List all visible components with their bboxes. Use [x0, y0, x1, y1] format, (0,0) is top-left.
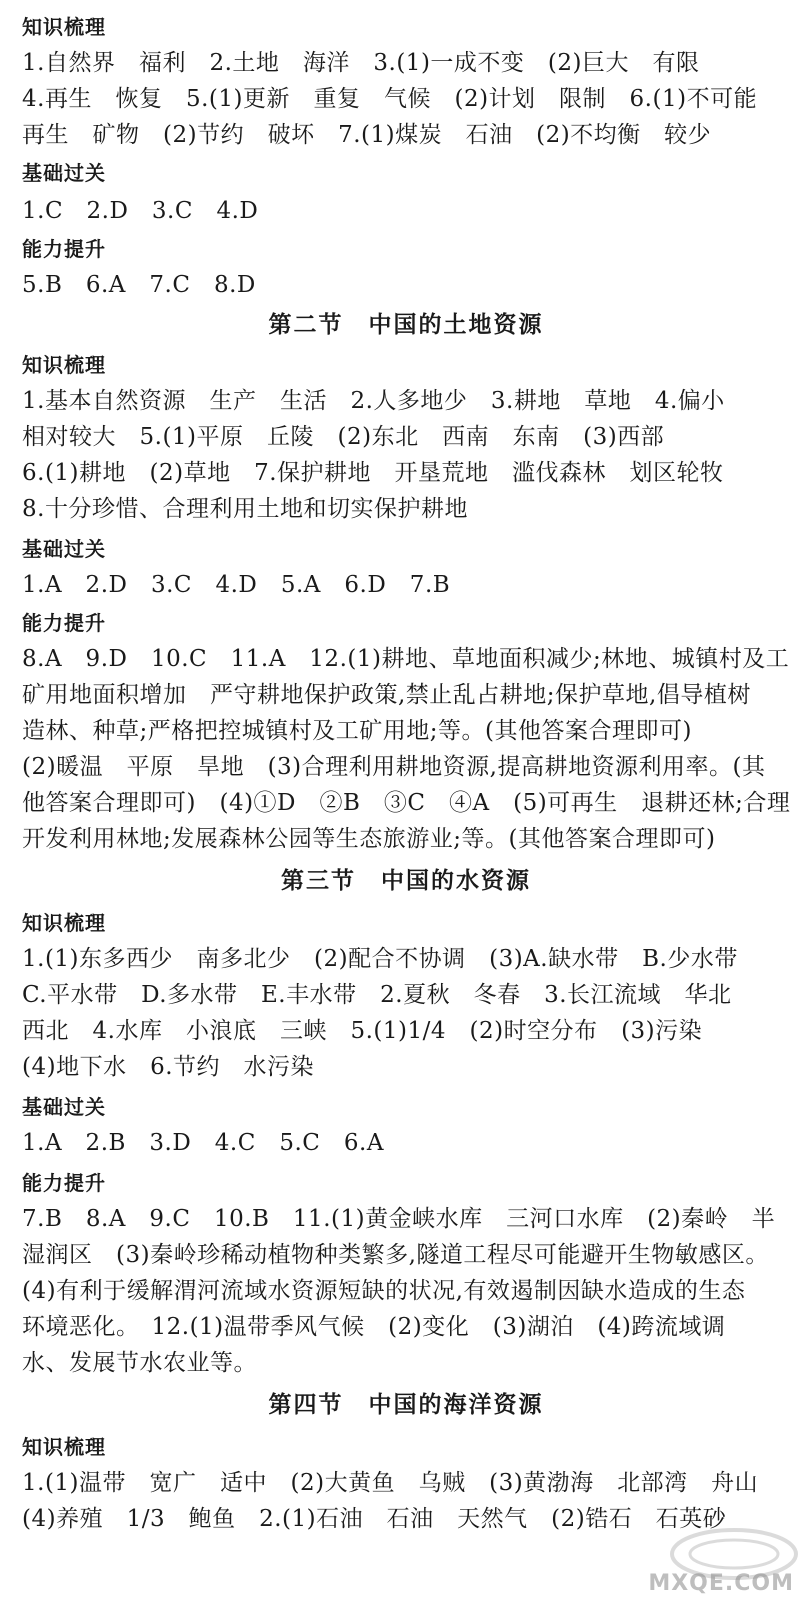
- answer-line: C.平水带 D.多水带 E.丰水带 2.夏秋 冬春 3.长江流域 华北: [22, 982, 732, 1008]
- answer-line: 他答案合理即可) (4)①D ②B ③C ④A (5)可再生 退耕还林;合理: [22, 790, 791, 816]
- answer-line: 矿用地面积增加 严守耕地保护政策,禁止乱占耕地;保护草地,倡导植树: [22, 682, 751, 708]
- answer-line: 再生 矿物 (2)节约 破坏 7.(1)煤炭 石油 (2)不均衡 较少: [22, 122, 712, 148]
- answer-line: 6.(1)耕地 (2)草地 7.保护耕地 开垦荒地 滥伐森林 划区轮牧: [22, 460, 724, 486]
- answer-line: 1.C 2.D 3.C 4.D: [22, 198, 259, 224]
- heading-ability-improve: 能力提升: [22, 611, 106, 635]
- answer-line: 1.(1)温带 宽广 适中 (2)大黄鱼 乌贼 (3)黄渤海 北部湾 舟山: [22, 1470, 759, 1496]
- answer-line: (4)养殖 1/3 鲍鱼 2.(1)石油 石油 天然气 (2)锆石 石英砂: [22, 1506, 727, 1532]
- answer-line: 7.B 8.A 9.C 10.B 11.(1)黄金峡水库 三河口水库 (2)秦岭 半: [22, 1206, 776, 1232]
- heading-basic-check: 基础过关: [22, 537, 106, 561]
- heading-knowledge-review: 知识梳理: [22, 911, 106, 935]
- answer-line: 8.十分珍惜、合理利用土地和切实保护耕地: [22, 496, 468, 522]
- answer-line: 相对较大 5.(1)平原 丘陵 (2)东北 西南 东南 (3)西部: [22, 424, 665, 450]
- heading-knowledge-review: 知识梳理: [22, 15, 106, 39]
- answer-line: (4)地下水 6.节约 水污染: [22, 1054, 315, 1080]
- section-title-water-resources: 第三节 中国的水资源: [281, 868, 531, 894]
- heading-basic-check: 基础过关: [22, 161, 106, 185]
- answer-line: (4)有利于缓解渭河流域水资源短缺的状况,有效遏制因缺水造成的生态: [22, 1278, 746, 1304]
- heading-ability-improve: 能力提升: [22, 237, 106, 261]
- heading-knowledge-review: 知识梳理: [22, 353, 106, 377]
- answer-line: 8.A 9.D 10.C 11.A 12.(1)耕地、草地面积减少;林地、城镇村及工: [22, 646, 790, 672]
- answer-line: 1.基本自然资源 生产 生活 2.人多地少 3.耕地 草地 4.偏小: [22, 388, 725, 414]
- answer-line: 环境恶化。 12.(1)温带季风气候 (2)变化 (3)湖泊 (4)跨流域调: [22, 1314, 726, 1340]
- answer-line: 4.再生 恢复 5.(1)更新 重复 气候 (2)计划 限制 6.(1)不可能: [22, 86, 758, 112]
- answer-line: 造林、种草;严格把控城镇村及工矿用地;等。(其他答案合理即可): [22, 718, 692, 744]
- heading-basic-check: 基础过关: [22, 1095, 106, 1119]
- answer-line: 西北 4.水库 小浪底 三峡 5.(1)1/4 (2)时空分布 (3)污染: [22, 1018, 703, 1044]
- answer-line: (2)暖温 平原 旱地 (3)合理利用耕地资源,提高耕地资源利用率。(其: [22, 754, 766, 780]
- answer-line: 开发利用林地;发展森林公园等生态旅游业;等。(其他答案合理即可): [22, 826, 716, 852]
- section-title-land-resources: 第二节 中国的土地资源: [268, 312, 544, 338]
- watermark-text: MXQE.COM: [648, 1571, 794, 1596]
- heading-ability-improve: 能力提升: [22, 1171, 106, 1195]
- answer-line: 湿润区 (3)秦岭珍稀动植物种类繁多,隧道工程尽可能避开生物敏感区。: [22, 1242, 769, 1268]
- answer-line: 1.A 2.B 3.D 4.C 5.C 6.A: [22, 1130, 384, 1156]
- heading-knowledge-review: 知识梳理: [22, 1435, 106, 1459]
- answer-line: 1.A 2.D 3.C 4.D 5.A 6.D 7.B: [22, 572, 451, 598]
- answer-line: 水、发展节水农业等。: [22, 1350, 257, 1376]
- answer-line: 1.(1)东多西少 南多北少 (2)配合不协调 (3)A.缺水带 B.少水带: [22, 946, 738, 972]
- answer-line: 5.B 6.A 7.C 8.D: [22, 272, 256, 298]
- answer-line: 1.自然界 福利 2.土地 海洋 3.(1)一成不变 (2)巨大 有限: [22, 50, 700, 76]
- section-title-ocean-resources: 第四节 中国的海洋资源: [268, 1392, 544, 1418]
